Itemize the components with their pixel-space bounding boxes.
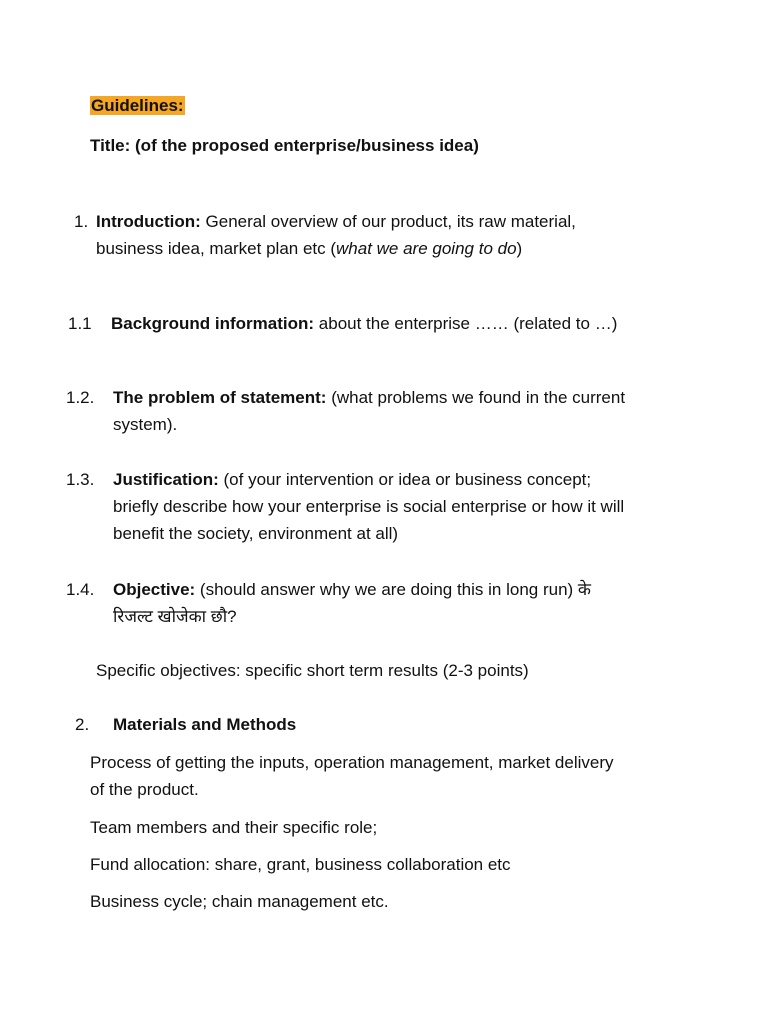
section-text-devanagari: रिजल्ट खोजेका छौ? (113, 607, 237, 626)
specific-objectives: Specific objectives: specific short term results (2-3 points) (96, 661, 529, 680)
section-text: (what problems we found in the current (326, 388, 626, 407)
section-label: Introduction: (96, 212, 201, 231)
paragraph-line: Process of getting the inputs, operation management, market delivery (90, 753, 614, 772)
section-text: General overview of our product, its raw material, (200, 212, 576, 231)
paragraph-line: Business cycle; chain management etc. (90, 892, 389, 911)
section-problem-statement (66, 384, 706, 444)
paragraph-line: of the product. (90, 780, 199, 799)
section-introduction (74, 208, 694, 268)
section-text: ) (516, 239, 523, 258)
guidelines-heading (90, 92, 185, 119)
section-text: (should answer why we are doing this in long run) के (195, 580, 591, 599)
guidelines-heading-text: Guidelines: (91, 96, 184, 115)
section-number: 1. (74, 212, 89, 231)
section-label: Background information: (111, 314, 315, 333)
paragraph-line: Team members and their specific role; (90, 818, 378, 837)
section-number: 1.4. (66, 580, 95, 599)
section-number: 1.3. (66, 470, 95, 489)
section-materials-methods (75, 711, 475, 741)
title-line: Title: (of the proposed enterprise/business idea) (90, 136, 479, 155)
section-objective (66, 576, 716, 636)
section-italic-text: what we are going to do (336, 239, 517, 258)
section-number: 2. (75, 715, 90, 734)
section-justification (66, 466, 716, 551)
section-background (68, 310, 708, 340)
paragraph-line: Fund allocation: share, grant, business collaboration etc (90, 855, 511, 874)
section-text: about the enterprise …… (related to …) (314, 314, 618, 333)
section-text: benefit the society, environment at all) (113, 524, 399, 543)
section-label: The problem of statement: (113, 388, 327, 407)
section-label: Materials and Methods (113, 715, 297, 734)
section-text: (of your intervention or idea or business concept; (218, 470, 592, 489)
section-number: 1.2. (66, 388, 95, 407)
section-label: Objective: (113, 580, 196, 599)
section-text: business idea, market plan etc ( (96, 239, 337, 258)
section-label: Justification: (113, 470, 219, 489)
section-text: system). (113, 415, 178, 434)
section-number: 1.1 (68, 314, 92, 333)
section-text: briefly describe how your enterprise is social enterprise or how it will (113, 497, 625, 516)
